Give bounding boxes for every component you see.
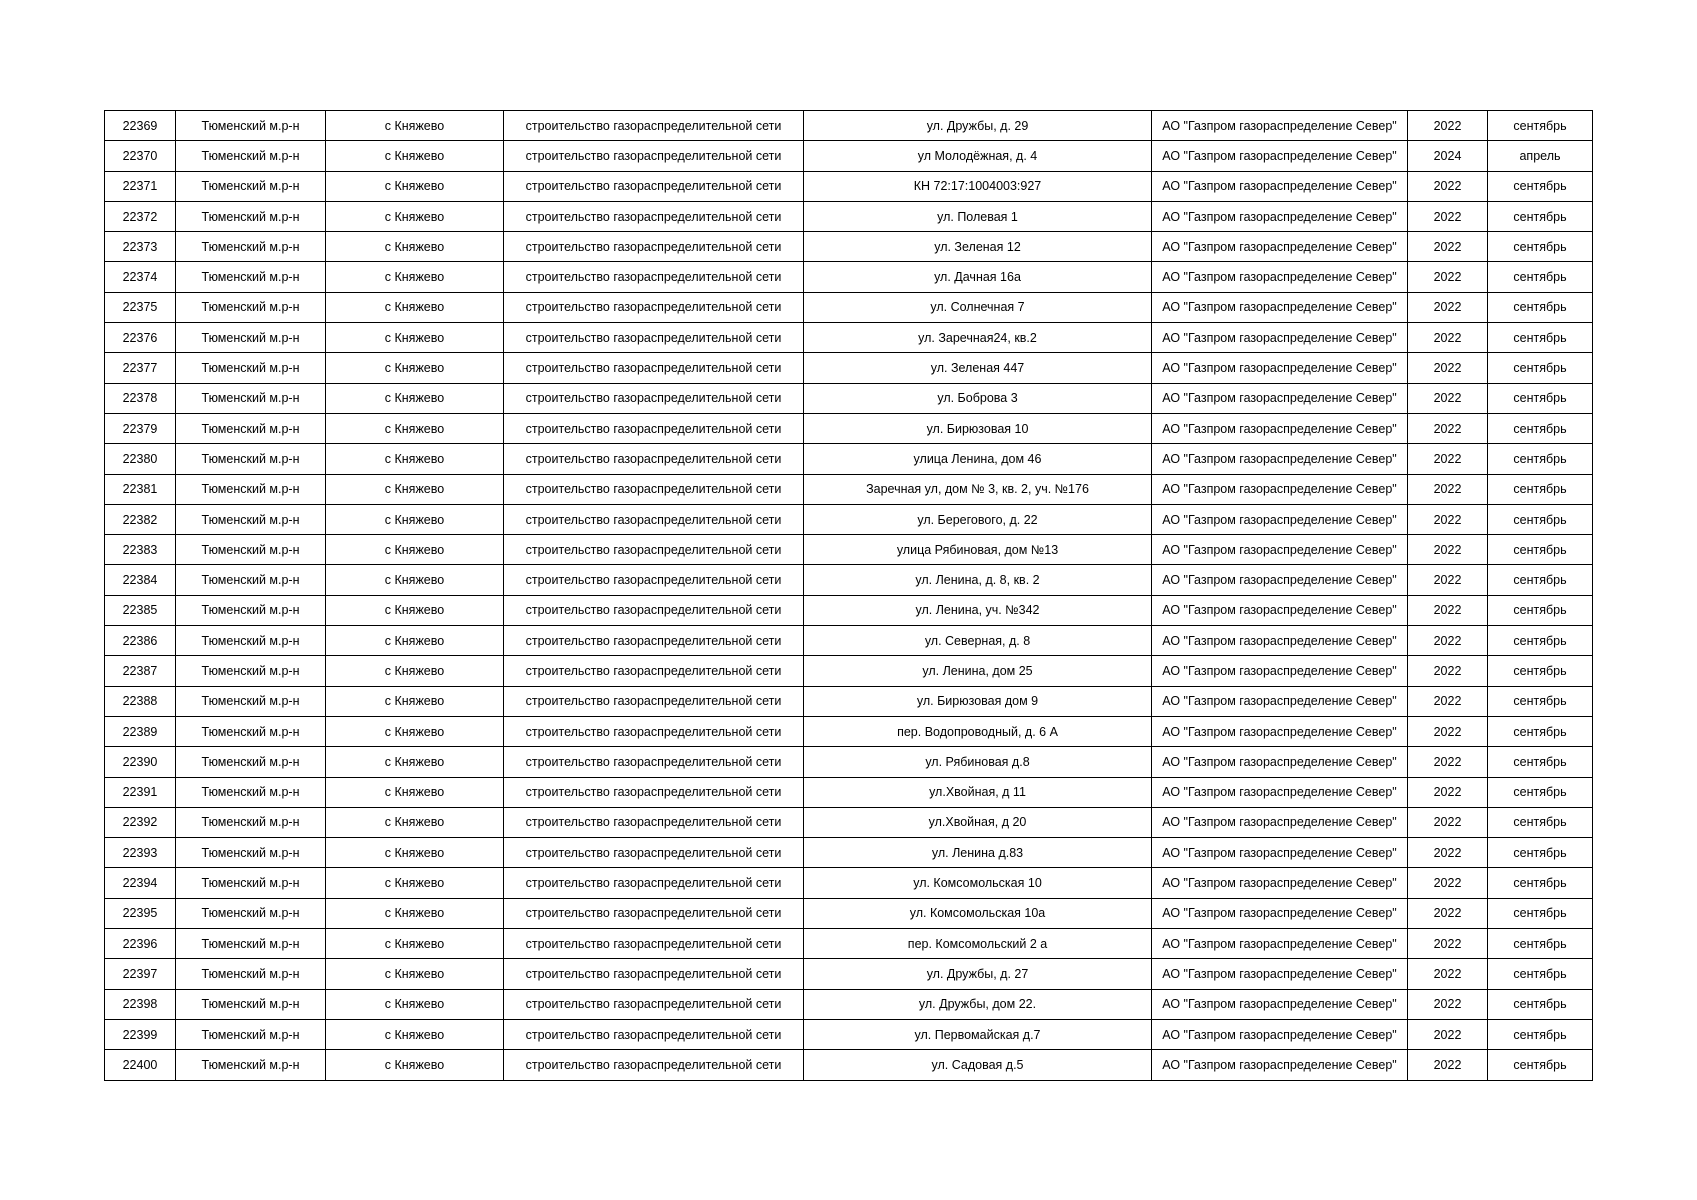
cell-address: ул. Комсомольская 10 xyxy=(804,868,1152,898)
cell-month: сентябрь xyxy=(1488,959,1593,989)
cell-district: Тюменский м.р-н xyxy=(176,323,326,353)
cell-address: ул.Хвойная, д 11 xyxy=(804,777,1152,807)
cell-settlement: с Княжево xyxy=(326,989,504,1019)
cell-year: 2022 xyxy=(1408,777,1488,807)
cell-month: сентябрь xyxy=(1488,656,1593,686)
cell-settlement: с Княжево xyxy=(326,383,504,413)
cell-organization: АО "Газпром газораспределение Север" xyxy=(1152,565,1408,595)
cell-number: 22382 xyxy=(105,504,176,534)
cell-organization: АО "Газпром газораспределение Север" xyxy=(1152,353,1408,383)
cell-number: 22386 xyxy=(105,626,176,656)
cell-settlement: с Княжево xyxy=(326,626,504,656)
cell-year: 2022 xyxy=(1408,656,1488,686)
cell-settlement: с Княжево xyxy=(326,504,504,534)
cell-work-type: строительство газораспределительной сети xyxy=(504,716,804,746)
cell-address: улица Ленина, дом 46 xyxy=(804,444,1152,474)
cell-number: 22377 xyxy=(105,353,176,383)
cell-settlement: с Княжево xyxy=(326,474,504,504)
cell-address: ул. Ленина, уч. №342 xyxy=(804,595,1152,625)
cell-month: сентябрь xyxy=(1488,716,1593,746)
cell-organization: АО "Газпром газораспределение Север" xyxy=(1152,413,1408,443)
cell-number: 22372 xyxy=(105,201,176,231)
cell-address: ул. Дружбы, д. 27 xyxy=(804,959,1152,989)
cell-number: 22370 xyxy=(105,141,176,171)
cell-settlement: с Княжево xyxy=(326,535,504,565)
cell-district: Тюменский м.р-н xyxy=(176,929,326,959)
cell-district: Тюменский м.р-н xyxy=(176,898,326,928)
cell-work-type: строительство газораспределительной сети xyxy=(504,747,804,777)
cell-district: Тюменский м.р-н xyxy=(176,626,326,656)
cell-organization: АО "Газпром газораспределение Север" xyxy=(1152,838,1408,868)
cell-district: Тюменский м.р-н xyxy=(176,444,326,474)
cell-settlement: с Княжево xyxy=(326,807,504,837)
cell-month: сентябрь xyxy=(1488,1019,1593,1049)
cell-organization: АО "Газпром газораспределение Север" xyxy=(1152,747,1408,777)
cell-address: Заречная ул, дом № 3, кв. 2, уч. №176 xyxy=(804,474,1152,504)
cell-address: ул. Бирюзовая дом 9 xyxy=(804,686,1152,716)
cell-number: 22369 xyxy=(105,111,176,141)
cell-month: сентябрь xyxy=(1488,929,1593,959)
cell-address: ул. Заречная24, кв.2 xyxy=(804,323,1152,353)
cell-district: Тюменский м.р-н xyxy=(176,838,326,868)
cell-organization: АО "Газпром газораспределение Север" xyxy=(1152,1019,1408,1049)
cell-district: Тюменский м.р-н xyxy=(176,141,326,171)
cell-organization: АО "Газпром газораспределение Север" xyxy=(1152,201,1408,231)
cell-work-type: строительство газораспределительной сети xyxy=(504,292,804,322)
table-row xyxy=(105,535,1593,565)
cell-district: Тюменский м.р-н xyxy=(176,535,326,565)
cell-organization: АО "Газпром газораспределение Север" xyxy=(1152,807,1408,837)
cell-settlement: с Княжево xyxy=(326,353,504,383)
cell-district: Тюменский м.р-н xyxy=(176,111,326,141)
table-row xyxy=(105,807,1593,837)
cell-month: сентябрь xyxy=(1488,595,1593,625)
cell-month: апрель xyxy=(1488,141,1593,171)
cell-work-type: строительство газораспределительной сети xyxy=(504,686,804,716)
cell-number: 22384 xyxy=(105,565,176,595)
cell-organization: АО "Газпром газораспределение Север" xyxy=(1152,1050,1408,1080)
table-row xyxy=(105,1050,1593,1080)
cell-month: сентябрь xyxy=(1488,838,1593,868)
cell-number: 22379 xyxy=(105,413,176,443)
cell-work-type: строительство газораспределительной сети xyxy=(504,444,804,474)
cell-number: 22397 xyxy=(105,959,176,989)
cell-organization: АО "Газпром газораспределение Север" xyxy=(1152,232,1408,262)
cell-organization: АО "Газпром газораспределение Север" xyxy=(1152,929,1408,959)
cell-organization: АО "Газпром газораспределение Север" xyxy=(1152,504,1408,534)
cell-district: Тюменский м.р-н xyxy=(176,777,326,807)
cell-district: Тюменский м.р-н xyxy=(176,262,326,292)
cell-settlement: с Княжево xyxy=(326,292,504,322)
cell-year: 2022 xyxy=(1408,323,1488,353)
cell-year: 2022 xyxy=(1408,807,1488,837)
cell-year: 2022 xyxy=(1408,1050,1488,1080)
cell-month: сентябрь xyxy=(1488,565,1593,595)
cell-address: ул. Солнечная 7 xyxy=(804,292,1152,322)
cell-settlement: с Княжево xyxy=(326,959,504,989)
table-row xyxy=(105,111,1593,141)
cell-address: ул. Зеленая 447 xyxy=(804,353,1152,383)
cell-year: 2022 xyxy=(1408,595,1488,625)
cell-district: Тюменский м.р-н xyxy=(176,504,326,534)
cell-district: Тюменский м.р-н xyxy=(176,1019,326,1049)
cell-number: 22371 xyxy=(105,171,176,201)
cell-work-type: строительство газораспределительной сети xyxy=(504,989,804,1019)
cell-number: 22381 xyxy=(105,474,176,504)
cell-settlement: с Княжево xyxy=(326,656,504,686)
cell-month: сентябрь xyxy=(1488,535,1593,565)
cell-settlement: с Княжево xyxy=(326,898,504,928)
cell-year: 2022 xyxy=(1408,444,1488,474)
cell-month: сентябрь xyxy=(1488,474,1593,504)
cell-work-type: строительство газораспределительной сети xyxy=(504,383,804,413)
cell-number: 22388 xyxy=(105,686,176,716)
cell-address: пер. Комсомольский 2 а xyxy=(804,929,1152,959)
cell-district: Тюменский м.р-н xyxy=(176,989,326,1019)
cell-settlement: с Княжево xyxy=(326,686,504,716)
table-row xyxy=(105,868,1593,898)
table-row xyxy=(105,232,1593,262)
cell-month: сентябрь xyxy=(1488,807,1593,837)
cell-address: ул. Ленина д.83 xyxy=(804,838,1152,868)
cell-work-type: строительство газораспределительной сети xyxy=(504,413,804,443)
cell-organization: АО "Газпром газораспределение Север" xyxy=(1152,959,1408,989)
cell-work-type: строительство газораспределительной сети xyxy=(504,323,804,353)
cell-address: ул Молодёжная, д. 4 xyxy=(804,141,1152,171)
cell-settlement: с Княжево xyxy=(326,777,504,807)
cell-settlement: с Княжево xyxy=(326,595,504,625)
cell-organization: АО "Газпром газораспределение Север" xyxy=(1152,989,1408,1019)
cell-number: 22373 xyxy=(105,232,176,262)
cell-settlement: с Княжево xyxy=(326,111,504,141)
cell-work-type: строительство газораспределительной сети xyxy=(504,868,804,898)
cell-month: сентябрь xyxy=(1488,444,1593,474)
cell-number: 22398 xyxy=(105,989,176,1019)
cell-work-type: строительство газораспределительной сети xyxy=(504,353,804,383)
cell-district: Тюменский м.р-н xyxy=(176,413,326,443)
cell-organization: АО "Газпром газораспределение Север" xyxy=(1152,111,1408,141)
cell-month: сентябрь xyxy=(1488,777,1593,807)
cell-district: Тюменский м.р-н xyxy=(176,1050,326,1080)
cell-district: Тюменский м.р-н xyxy=(176,807,326,837)
cell-work-type: строительство газораспределительной сети xyxy=(504,959,804,989)
cell-year: 2022 xyxy=(1408,535,1488,565)
cell-organization: АО "Газпром газораспределение Север" xyxy=(1152,171,1408,201)
table-row xyxy=(105,474,1593,504)
cell-month: сентябрь xyxy=(1488,989,1593,1019)
cell-number: 22394 xyxy=(105,868,176,898)
cell-year: 2022 xyxy=(1408,292,1488,322)
table-row xyxy=(105,838,1593,868)
cell-month: сентябрь xyxy=(1488,292,1593,322)
cell-month: сентябрь xyxy=(1488,323,1593,353)
cell-month: сентябрь xyxy=(1488,353,1593,383)
cell-organization: АО "Газпром газораспределение Север" xyxy=(1152,292,1408,322)
cell-address: ул. Комсомольская 10а xyxy=(804,898,1152,928)
cell-organization: АО "Газпром газораспределение Север" xyxy=(1152,474,1408,504)
cell-number: 22376 xyxy=(105,323,176,353)
table-row xyxy=(105,171,1593,201)
cell-district: Тюменский м.р-н xyxy=(176,565,326,595)
cell-address: ул. Северная, д. 8 xyxy=(804,626,1152,656)
cell-year: 2022 xyxy=(1408,929,1488,959)
cell-district: Тюменский м.р-н xyxy=(176,595,326,625)
cell-address: ул.Хвойная, д 20 xyxy=(804,807,1152,837)
cell-work-type: строительство газораспределительной сети xyxy=(504,171,804,201)
cell-settlement: с Княжево xyxy=(326,565,504,595)
cell-organization: АО "Газпром газораспределение Север" xyxy=(1152,656,1408,686)
cell-address: пер. Водопроводный, д. 6 А xyxy=(804,716,1152,746)
cell-number: 22400 xyxy=(105,1050,176,1080)
cell-year: 2022 xyxy=(1408,868,1488,898)
table-row xyxy=(105,716,1593,746)
cell-number: 22389 xyxy=(105,716,176,746)
cell-month: сентябрь xyxy=(1488,868,1593,898)
cell-year: 2022 xyxy=(1408,959,1488,989)
cell-work-type: строительство газораспределительной сети xyxy=(504,656,804,686)
cell-settlement: с Княжево xyxy=(326,141,504,171)
table-row xyxy=(105,959,1593,989)
cell-address: ул. Дачная 16а xyxy=(804,262,1152,292)
cell-organization: АО "Газпром газораспределение Север" xyxy=(1152,262,1408,292)
cell-year: 2022 xyxy=(1408,111,1488,141)
cell-month: сентябрь xyxy=(1488,111,1593,141)
cell-address: улица Рябиновая, дом №13 xyxy=(804,535,1152,565)
table-row xyxy=(105,898,1593,928)
cell-settlement: с Княжево xyxy=(326,171,504,201)
cell-organization: АО "Газпром газораспределение Север" xyxy=(1152,686,1408,716)
cell-address: ул. Бирюзовая 10 xyxy=(804,413,1152,443)
cell-number: 22375 xyxy=(105,292,176,322)
table-row xyxy=(105,141,1593,171)
gas-connection-table xyxy=(104,110,1593,1081)
cell-settlement: с Княжево xyxy=(326,413,504,443)
cell-settlement: с Княжево xyxy=(326,201,504,231)
cell-month: сентябрь xyxy=(1488,171,1593,201)
table-row xyxy=(105,201,1593,231)
cell-district: Тюменский м.р-н xyxy=(176,171,326,201)
cell-work-type: строительство газораспределительной сети xyxy=(504,807,804,837)
cell-organization: АО "Газпром газораспределение Север" xyxy=(1152,595,1408,625)
cell-month: сентябрь xyxy=(1488,747,1593,777)
table-row xyxy=(105,444,1593,474)
cell-year: 2024 xyxy=(1408,141,1488,171)
cell-district: Тюменский м.р-н xyxy=(176,959,326,989)
table-row xyxy=(105,656,1593,686)
cell-settlement: с Княжево xyxy=(326,444,504,474)
table-row xyxy=(105,595,1593,625)
cell-number: 22395 xyxy=(105,898,176,928)
cell-work-type: строительство газораспределительной сети xyxy=(504,565,804,595)
cell-work-type: строительство газораспределительной сети xyxy=(504,777,804,807)
cell-district: Тюменский м.р-н xyxy=(176,686,326,716)
cell-year: 2022 xyxy=(1408,565,1488,595)
cell-month: сентябрь xyxy=(1488,686,1593,716)
cell-settlement: с Княжево xyxy=(326,1019,504,1049)
cell-year: 2022 xyxy=(1408,838,1488,868)
cell-organization: АО "Газпром газораспределение Север" xyxy=(1152,444,1408,474)
cell-number: 22374 xyxy=(105,262,176,292)
cell-district: Тюменский м.р-н xyxy=(176,383,326,413)
cell-year: 2022 xyxy=(1408,262,1488,292)
cell-work-type: строительство газораспределительной сети xyxy=(504,626,804,656)
cell-district: Тюменский м.р-н xyxy=(176,656,326,686)
cell-work-type: строительство газораспределительной сети xyxy=(504,535,804,565)
cell-number: 22399 xyxy=(105,1019,176,1049)
table-row xyxy=(105,565,1593,595)
cell-district: Тюменский м.р-н xyxy=(176,474,326,504)
cell-district: Тюменский м.р-н xyxy=(176,292,326,322)
table-row xyxy=(105,989,1593,1019)
cell-address: ул. Берегового, д. 22 xyxy=(804,504,1152,534)
cell-number: 22385 xyxy=(105,595,176,625)
cell-address: ул. Зеленая 12 xyxy=(804,232,1152,262)
cell-number: 22383 xyxy=(105,535,176,565)
cell-work-type: строительство газораспределительной сети xyxy=(504,504,804,534)
table-body xyxy=(105,111,1593,1081)
cell-organization: АО "Газпром газораспределение Север" xyxy=(1152,141,1408,171)
cell-month: сентябрь xyxy=(1488,1050,1593,1080)
cell-address: ул. Дружбы, д. 29 xyxy=(804,111,1152,141)
cell-number: 22380 xyxy=(105,444,176,474)
cell-organization: АО "Газпром газораспределение Север" xyxy=(1152,868,1408,898)
cell-settlement: с Княжево xyxy=(326,838,504,868)
cell-district: Тюменский м.р-н xyxy=(176,868,326,898)
cell-organization: АО "Газпром газораспределение Север" xyxy=(1152,626,1408,656)
cell-year: 2022 xyxy=(1408,413,1488,443)
cell-year: 2022 xyxy=(1408,201,1488,231)
cell-district: Тюменский м.р-н xyxy=(176,353,326,383)
cell-address: ул. Рябиновая д.8 xyxy=(804,747,1152,777)
cell-organization: АО "Газпром газораспределение Север" xyxy=(1152,898,1408,928)
cell-month: сентябрь xyxy=(1488,626,1593,656)
cell-year: 2022 xyxy=(1408,898,1488,928)
cell-number: 22387 xyxy=(105,656,176,686)
cell-work-type: строительство газораспределительной сети xyxy=(504,1050,804,1080)
cell-work-type: строительство газораспределительной сети xyxy=(504,474,804,504)
cell-organization: АО "Газпром газораспределение Север" xyxy=(1152,535,1408,565)
table-row xyxy=(105,1019,1593,1049)
cell-settlement: с Княжево xyxy=(326,929,504,959)
cell-work-type: строительство газораспределительной сети xyxy=(504,111,804,141)
cell-organization: АО "Газпром газораспределение Север" xyxy=(1152,716,1408,746)
table-row xyxy=(105,323,1593,353)
cell-organization: АО "Газпром газораспределение Север" xyxy=(1152,323,1408,353)
cell-organization: АО "Газпром газораспределение Север" xyxy=(1152,777,1408,807)
cell-settlement: с Княжево xyxy=(326,323,504,353)
table-row xyxy=(105,353,1593,383)
cell-year: 2022 xyxy=(1408,686,1488,716)
cell-number: 22390 xyxy=(105,747,176,777)
cell-number: 22391 xyxy=(105,777,176,807)
cell-year: 2022 xyxy=(1408,474,1488,504)
table-row xyxy=(105,686,1593,716)
cell-work-type: строительство газораспределительной сети xyxy=(504,898,804,928)
cell-settlement: с Княжево xyxy=(326,747,504,777)
table-row xyxy=(105,626,1593,656)
cell-month: сентябрь xyxy=(1488,232,1593,262)
cell-year: 2022 xyxy=(1408,504,1488,534)
cell-work-type: строительство газораспределительной сети xyxy=(504,1019,804,1049)
cell-month: сентябрь xyxy=(1488,201,1593,231)
cell-month: сентябрь xyxy=(1488,413,1593,443)
cell-district: Тюменский м.р-н xyxy=(176,716,326,746)
cell-year: 2022 xyxy=(1408,1019,1488,1049)
cell-year: 2022 xyxy=(1408,989,1488,1019)
cell-address: ул. Садовая д.5 xyxy=(804,1050,1152,1080)
cell-work-type: строительство газораспределительной сети xyxy=(504,201,804,231)
cell-settlement: с Княжево xyxy=(326,262,504,292)
cell-organization: АО "Газпром газораспределение Север" xyxy=(1152,383,1408,413)
table-row xyxy=(105,262,1593,292)
cell-year: 2022 xyxy=(1408,716,1488,746)
table-row xyxy=(105,747,1593,777)
cell-settlement: с Княжево xyxy=(326,232,504,262)
table-row xyxy=(105,504,1593,534)
cell-month: сентябрь xyxy=(1488,504,1593,534)
cell-number: 22378 xyxy=(105,383,176,413)
cell-month: сентябрь xyxy=(1488,262,1593,292)
cell-address: ул. Ленина, дом 25 xyxy=(804,656,1152,686)
cell-year: 2022 xyxy=(1408,232,1488,262)
table-row xyxy=(105,413,1593,443)
cell-address: ул. Дружбы, дом 22. xyxy=(804,989,1152,1019)
cell-year: 2022 xyxy=(1408,171,1488,201)
cell-year: 2022 xyxy=(1408,747,1488,777)
cell-settlement: с Княжево xyxy=(326,868,504,898)
cell-settlement: с Княжево xyxy=(326,716,504,746)
cell-district: Тюменский м.р-н xyxy=(176,747,326,777)
table-row xyxy=(105,929,1593,959)
cell-number: 22396 xyxy=(105,929,176,959)
cell-settlement: с Княжево xyxy=(326,1050,504,1080)
cell-district: Тюменский м.р-н xyxy=(176,232,326,262)
cell-work-type: строительство газораспределительной сети xyxy=(504,929,804,959)
table-row xyxy=(105,292,1593,322)
cell-month: сентябрь xyxy=(1488,383,1593,413)
cell-address: ул. Ленина, д. 8, кв. 2 xyxy=(804,565,1152,595)
cell-address: ул. Боброва 3 xyxy=(804,383,1152,413)
cell-work-type: строительство газораспределительной сети xyxy=(504,838,804,868)
cell-work-type: строительство газораспределительной сети xyxy=(504,595,804,625)
table-row xyxy=(105,777,1593,807)
cell-address: ул. Первомайская д.7 xyxy=(804,1019,1152,1049)
cell-district: Тюменский м.р-н xyxy=(176,201,326,231)
cell-work-type: строительство газораспределительной сети xyxy=(504,141,804,171)
cell-month: сентябрь xyxy=(1488,898,1593,928)
cell-address: КН 72:17:1004003:927 xyxy=(804,171,1152,201)
cell-year: 2022 xyxy=(1408,353,1488,383)
cell-number: 22392 xyxy=(105,807,176,837)
cell-work-type: строительство газораспределительной сети xyxy=(504,262,804,292)
cell-year: 2022 xyxy=(1408,626,1488,656)
table-row xyxy=(105,383,1593,413)
cell-address: ул. Полевая 1 xyxy=(804,201,1152,231)
cell-number: 22393 xyxy=(105,838,176,868)
cell-year: 2022 xyxy=(1408,383,1488,413)
cell-work-type: строительство газораспределительной сети xyxy=(504,232,804,262)
